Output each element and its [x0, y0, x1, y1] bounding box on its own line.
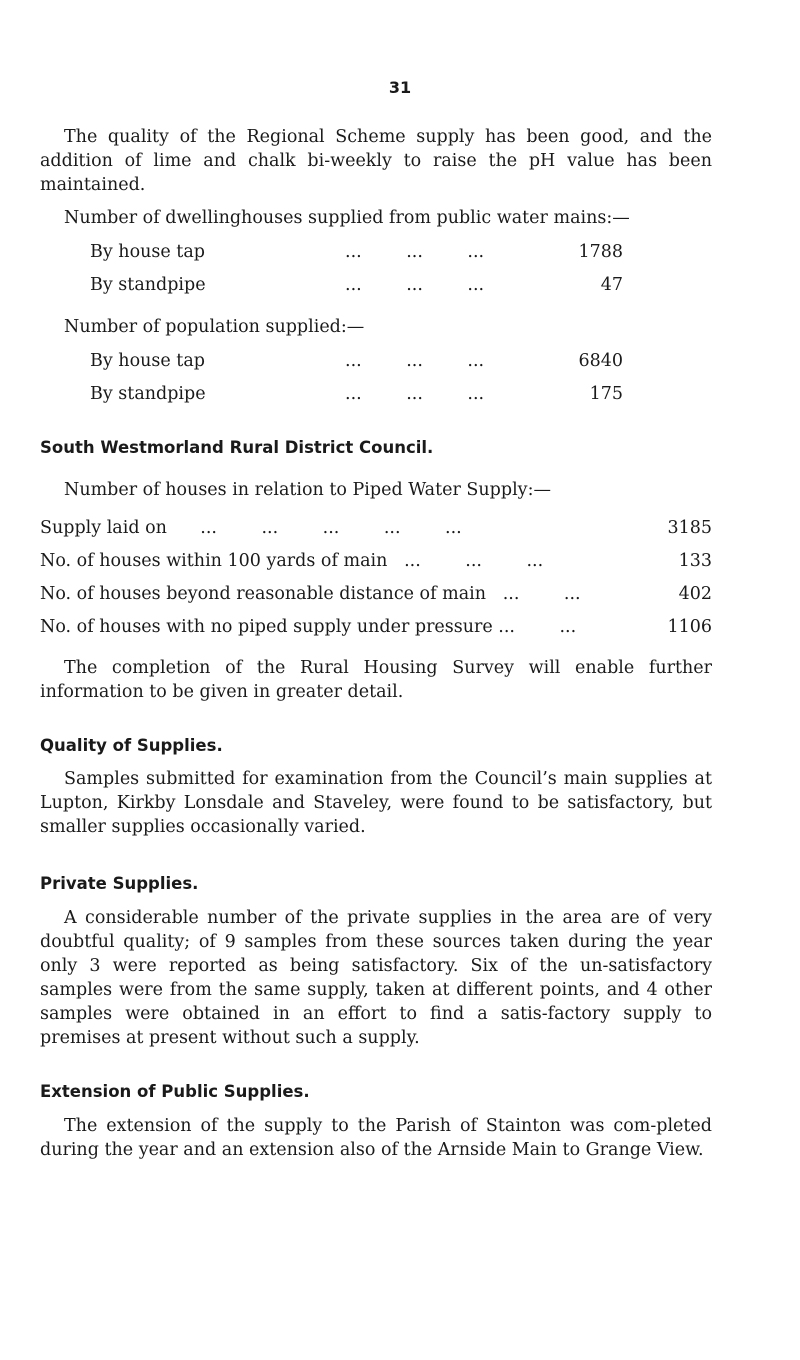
- dwellinghouses-heading: Number of dwellinghouses supplied from public water mains:—: [64, 208, 630, 228]
- dwelling-row-label: By house tap: [90, 242, 205, 262]
- houses-row-label: No. of houses within 100 yards of main ... ... ...: [40, 551, 544, 571]
- population-row-dots: ... ... ...: [345, 384, 485, 404]
- quality-heading: Quality of Supplies.: [40, 736, 223, 755]
- dwelling-row-label: By standpipe: [90, 275, 206, 295]
- council-heading: South Westmorland Rural District Council.: [40, 438, 434, 457]
- population-row-dots: ... ... ...: [345, 351, 485, 371]
- page-number: 31: [388, 78, 412, 97]
- houses-row-label: No. of houses beyond reasonable distance of main ... ...: [40, 584, 581, 604]
- dwelling-row-value: 1788: [578, 242, 623, 262]
- intro-paragraph: The quality of the Regional Scheme supply has been good, and the addition of lime and chalk bi-weekly to raise the pH value has been maintained.: [40, 127, 712, 195]
- houses-row-label: No. of houses with no piped supply under pressure ... ...: [40, 617, 577, 637]
- quality-paragraph: Samples submitted for examination from the Council’s main supplies at Lupton, Kirkby Lonsdale and Staveley, were found to be satisfactory, but smaller supplies occasionally varied.: [40, 769, 712, 837]
- private-heading: Private Supplies.: [40, 874, 199, 893]
- houses-row-value: 1106: [667, 617, 712, 637]
- houses-row-value: 3185: [667, 518, 712, 538]
- population-row-value: 175: [589, 384, 623, 404]
- houses-row-value: 133: [678, 551, 712, 571]
- houses-row-label: Supply laid on ... ... ... ... ...: [40, 518, 462, 538]
- population-row-value: 6840: [578, 351, 623, 371]
- private-paragraph: A considerable number of the private supplies in the area are of very doubtful quality; of 9 samples from these sources taken during the year only 3 were reported as being satisfactory. Six of the un-satisfactory samples were from the same supply, taken at different points, and 4 other samples were obtained in an effort to find a satis-factory supply to premises at present without such a supply.: [40, 908, 712, 1048]
- houses-heading: Number of houses in relation to Piped Water Supply:—: [64, 480, 551, 500]
- extension-heading: Extension of Public Supplies.: [40, 1082, 310, 1101]
- survey-paragraph: The completion of the Rural Housing Survey will enable further information to be given in greater detail.: [40, 658, 712, 702]
- dwelling-row-dots: ... ... ...: [345, 242, 485, 262]
- dwelling-row-value: 47: [600, 275, 623, 295]
- population-heading: Number of population supplied:—: [64, 317, 365, 337]
- population-row-label: By house tap: [90, 351, 205, 371]
- dwelling-row-dots: ... ... ...: [345, 275, 485, 295]
- population-row-label: By standpipe: [90, 384, 206, 404]
- houses-row-value: 402: [678, 584, 712, 604]
- extension-paragraph: The extension of the supply to the Parish of Stainton was com-pleted during the year and an extension also of the Arnside Main to Grange View.: [40, 1116, 712, 1160]
